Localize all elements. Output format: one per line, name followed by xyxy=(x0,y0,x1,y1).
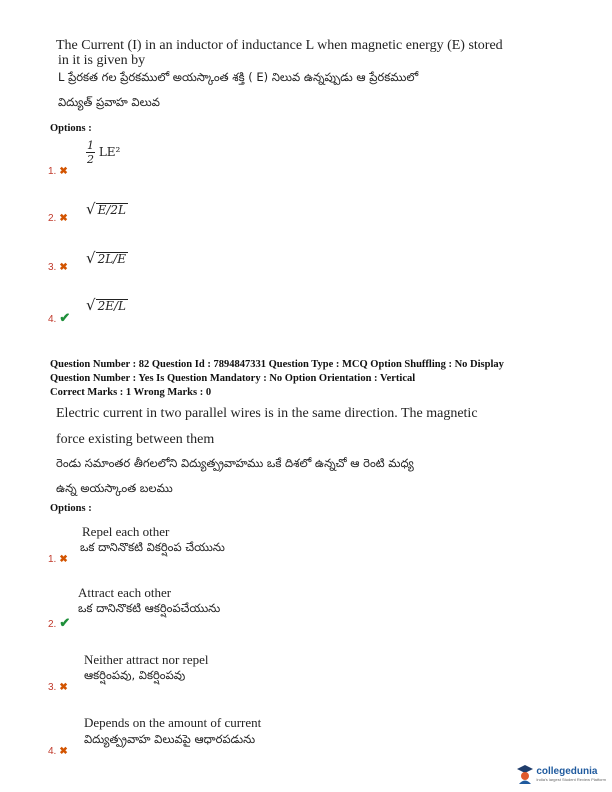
fraction: $\frac{1}{2}$ xyxy=(87,139,94,166)
q81-option4-number[interactable]: 4. ✔ xyxy=(48,310,71,325)
q82-text-line1: Electric current in two parallel wires is in the same direction. The magnetic xyxy=(56,406,478,421)
graduate-icon xyxy=(516,764,534,784)
q82-telugu-line1: రెండు సమాంతర తీగలలోని విద్యుత్ప్రవాహము ఒకే దిశలో ఉన్నచో ఆ రెంటి మధ్య xyxy=(56,456,414,470)
check-icon: ✔ xyxy=(59,615,71,630)
q82-option3-te: ఆకర్షింపవు, వికర్షింపవు xyxy=(84,668,186,682)
q82-option3-en: Neither attract nor repel xyxy=(84,652,209,667)
q82-option2-te: ఒక దానినొకటి ఆకర్షింపచేయును xyxy=(78,601,221,615)
logo-tagline: India's largest Student Review Platform xyxy=(536,777,606,782)
q81-telugu-line1: L ప్రేరకత గల ప్రేరకములో అయస్కాంత శక్తి ( E) నిలువ ఉన్నప్పుడు ఆ ప్రేరకములో xyxy=(58,70,419,84)
q81-text-line2: in it is given by xyxy=(58,53,146,68)
q82-meta-line2: Question Number : Yes Is Question Mandatory : No Option Orientation : Vertical xyxy=(50,373,416,384)
q81-option3-expr: √ 2L/E xyxy=(86,249,126,267)
q82-option1-number[interactable]: 1. ✖ xyxy=(48,554,68,565)
q82-marks: Correct Marks : 1 Wrong Marks : 0 xyxy=(50,387,212,398)
q82-option4-te: విద్యుత్ప్రవాహ విలువపై ఆధారపడును xyxy=(84,732,256,746)
cross-icon: ✖ xyxy=(59,682,68,693)
cross-icon: ✖ xyxy=(59,166,68,177)
q82-option2-number[interactable]: 2. ✔ xyxy=(48,615,71,630)
q81-option2-expr: √ E/2L xyxy=(86,200,126,218)
check-icon: ✔ xyxy=(59,310,71,325)
q81-option2-number[interactable]: 2. ✖ xyxy=(48,213,68,224)
q82-option2-en: Attract each other xyxy=(78,585,172,600)
q82-option1-te: ఒక దానినొకటి వికర్షింప చేయును xyxy=(80,540,225,554)
cross-icon: ✖ xyxy=(59,746,68,757)
q81-text-line1: The Current (I) in an inductor of inductance L when magnetic energy (E) stored xyxy=(56,38,503,53)
cross-icon: ✖ xyxy=(59,213,68,224)
q82-text-line2: force existing between them xyxy=(56,432,215,447)
sqrt-icon: √ xyxy=(86,200,96,218)
sqrt-icon: √ xyxy=(86,249,96,267)
sqrt-icon: √ xyxy=(86,296,96,314)
collegedunia-logo[interactable] xyxy=(516,764,606,784)
q81-options-label: Options : xyxy=(50,123,92,134)
q81-telugu-line2: విద్యుత్ ప్రవాహ విలువ xyxy=(58,95,160,109)
q82-telugu-line2: ఉన్న అయస్కాంత బలము xyxy=(56,481,173,495)
q82-option4-en: Depends on the amount of current xyxy=(84,715,262,730)
q82-option1-en: Repel each other xyxy=(82,524,170,539)
q81-option3-number[interactable]: 3. ✖ xyxy=(48,262,68,273)
q81-option1-expr: $\frac{1}{2}$ LE² xyxy=(87,139,121,166)
q82-option4-number[interactable]: 4. ✖ xyxy=(48,746,68,757)
q81-option4-expr: √ 2E/L xyxy=(86,296,126,314)
q82-option3-number[interactable]: 3. ✖ xyxy=(48,682,68,693)
q82-options-label: Options : xyxy=(50,503,92,514)
logo-brand: collegedunia xyxy=(536,766,598,777)
cross-icon: ✖ xyxy=(59,262,68,273)
q82-meta-line1: Question Number : 82 Question Id : 7894847331 Question Type : MCQ Option Shuffling : No Display xyxy=(50,359,504,370)
cross-icon: ✖ xyxy=(59,554,68,565)
q81-option1-number[interactable]: 1. ✖ xyxy=(48,166,68,177)
